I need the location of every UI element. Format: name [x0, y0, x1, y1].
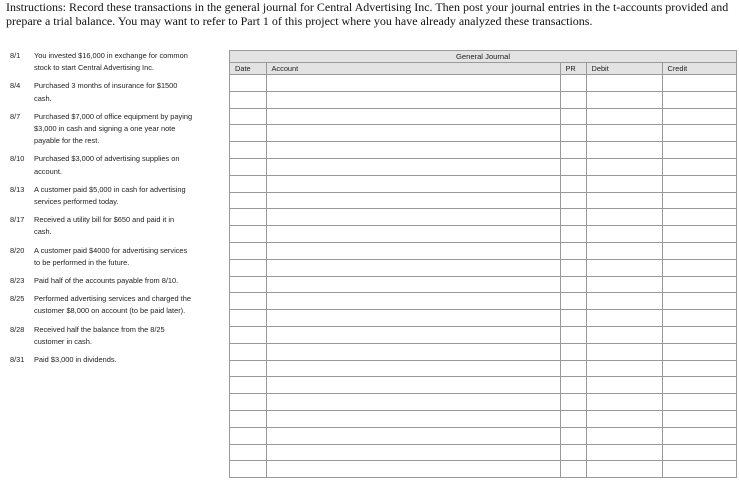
transaction-date: 8/4	[10, 81, 21, 91]
journal-cell-debit[interactable]	[586, 276, 662, 293]
journal-cell-account[interactable]	[266, 259, 560, 276]
transaction-item	[10, 184, 195, 208]
journal-cell-account[interactable]	[266, 276, 560, 293]
journal-row	[230, 326, 736, 343]
journal-cell-account[interactable]	[266, 226, 560, 243]
journal-cell-debit[interactable]	[586, 259, 662, 276]
journal-cell-credit[interactable]	[662, 209, 736, 226]
journal-cell-debit[interactable]	[586, 394, 662, 411]
transaction-item	[10, 293, 195, 317]
journal-cell-account[interactable]	[266, 394, 560, 411]
transaction-description: Paid $3,000 in dividends.	[34, 355, 117, 365]
journal-cell-pr[interactable]	[560, 142, 586, 159]
transaction-description: A customer paid $5,000 in cash for advertising services performed today.	[34, 184, 186, 207]
transaction-item	[10, 50, 195, 74]
journal-cell-debit[interactable]	[586, 293, 662, 310]
journal-cell-date[interactable]	[230, 427, 266, 444]
journal-row	[230, 142, 736, 159]
journal-cell-debit[interactable]	[586, 91, 662, 108]
journal-row	[230, 242, 736, 259]
transaction-item	[10, 153, 195, 177]
transaction-date: 8/25	[10, 294, 25, 304]
journal-row	[230, 226, 736, 243]
journal-cell-debit[interactable]	[586, 377, 662, 394]
journal-cell-debit[interactable]	[586, 461, 662, 477]
journal-cell-date[interactable]	[230, 326, 266, 343]
journal-cell-pr[interactable]	[560, 360, 586, 377]
transaction-date: 8/23	[10, 276, 25, 286]
journal-row	[230, 108, 736, 125]
journal-row	[230, 125, 736, 142]
journal-cell-date[interactable]	[230, 310, 266, 327]
journal-cell-pr[interactable]	[560, 326, 586, 343]
transaction-date: 8/31	[10, 355, 25, 365]
transaction-description: Received half the balance from the 8/25 customer in cash.	[34, 324, 165, 346]
journal-cell-account[interactable]	[266, 108, 560, 125]
journal-row	[230, 310, 736, 327]
journal-cell-date[interactable]	[230, 142, 266, 159]
journal-cell-debit[interactable]	[586, 226, 662, 243]
journal-cell-debit[interactable]	[586, 125, 662, 142]
transaction-description: Received a utility bill for $650 and paid it in cash.	[34, 215, 175, 237]
journal-row	[230, 461, 736, 477]
journal-cell-date[interactable]	[230, 360, 266, 377]
journal-header-row	[230, 63, 736, 75]
general-journal	[229, 50, 737, 478]
journal-cell-pr[interactable]	[560, 91, 586, 108]
journal-cell-pr[interactable]	[560, 394, 586, 411]
transaction-description: You invested $16,000 in exchange for common stock to start Central Advertising Inc.	[34, 51, 188, 73]
journal-cell-credit[interactable]	[662, 242, 736, 259]
journal-cell-debit[interactable]	[586, 326, 662, 343]
transaction-list	[10, 50, 195, 372]
transaction-description: Performed advertising services and charged the customer $8,000 on account (to be paid later).	[34, 294, 191, 316]
journal-cell-credit[interactable]	[662, 343, 736, 360]
journal-cell-debit[interactable]	[586, 444, 662, 461]
journal-row	[230, 75, 736, 92]
transaction-date: 8/17	[10, 215, 25, 225]
journal-cell-pr[interactable]	[560, 461, 586, 477]
journal-table	[230, 63, 736, 477]
journal-cell-account[interactable]	[266, 175, 560, 192]
journal-cell-account[interactable]	[266, 444, 560, 461]
journal-body	[230, 75, 736, 478]
transaction-item	[10, 245, 195, 269]
journal-cell-date[interactable]	[230, 175, 266, 192]
journal-cell-date[interactable]	[230, 192, 266, 209]
journal-row	[230, 394, 736, 411]
transaction-item	[10, 214, 195, 238]
column-header-date: Date	[230, 63, 266, 75]
journal-row	[230, 444, 736, 461]
journal-cell-credit[interactable]	[662, 175, 736, 192]
journal-cell-date[interactable]	[230, 343, 266, 360]
journal-title: General Journal	[230, 51, 736, 63]
journal-cell-account[interactable]	[266, 142, 560, 159]
journal-cell-date[interactable]	[230, 75, 266, 92]
journal-cell-pr[interactable]	[560, 75, 586, 92]
journal-cell-credit[interactable]	[662, 259, 736, 276]
journal-row	[230, 259, 736, 276]
journal-row	[230, 360, 736, 377]
transaction-date: 8/1	[10, 51, 21, 60]
journal-cell-credit[interactable]	[662, 410, 736, 427]
journal-cell-date[interactable]	[230, 276, 266, 293]
journal-cell-date[interactable]	[230, 158, 266, 175]
journal-cell-credit[interactable]	[662, 444, 736, 461]
journal-cell-debit[interactable]	[586, 108, 662, 125]
journal-cell-pr[interactable]	[560, 427, 586, 444]
column-header-account: Account	[266, 63, 560, 75]
journal-cell-date[interactable]	[230, 377, 266, 394]
journal-cell-credit[interactable]	[662, 75, 736, 92]
journal-cell-account[interactable]	[266, 360, 560, 377]
journal-cell-credit[interactable]	[662, 125, 736, 142]
journal-cell-debit[interactable]	[586, 427, 662, 444]
journal-cell-credit[interactable]	[662, 377, 736, 394]
journal-cell-account[interactable]	[266, 427, 560, 444]
journal-cell-date[interactable]	[230, 242, 266, 259]
journal-cell-pr[interactable]	[560, 276, 586, 293]
journal-cell-pr[interactable]	[560, 293, 586, 310]
journal-cell-credit[interactable]	[662, 293, 736, 310]
transaction-item	[10, 324, 195, 348]
journal-cell-account[interactable]	[266, 310, 560, 327]
journal-cell-pr[interactable]	[560, 310, 586, 327]
transaction-description: Paid half of the accounts payable from 8/10.	[34, 276, 179, 286]
journal-cell-debit[interactable]	[586, 142, 662, 159]
transaction-item	[10, 275, 195, 287]
journal-cell-pr[interactable]	[560, 444, 586, 461]
transaction-description: A customer paid $4000 for advertising services to be performed in the future.	[34, 245, 188, 267]
journal-cell-account[interactable]	[266, 125, 560, 142]
journal-cell-account[interactable]	[266, 293, 560, 310]
journal-cell-pr[interactable]	[560, 226, 586, 243]
journal-cell-debit[interactable]	[586, 158, 662, 175]
journal-cell-credit[interactable]	[662, 427, 736, 444]
journal-cell-date[interactable]	[230, 444, 266, 461]
journal-cell-pr[interactable]	[560, 108, 586, 125]
journal-cell-debit[interactable]	[586, 242, 662, 259]
journal-cell-date[interactable]	[230, 461, 266, 477]
journal-cell-debit[interactable]	[586, 343, 662, 360]
journal-cell-debit[interactable]	[586, 209, 662, 226]
transaction-date: 8/7	[10, 111, 21, 121]
journal-cell-credit[interactable]	[662, 158, 736, 175]
journal-cell-date[interactable]	[230, 293, 266, 310]
journal-cell-debit[interactable]	[586, 310, 662, 327]
journal-cell-date[interactable]	[230, 91, 266, 108]
journal-cell-credit[interactable]	[662, 326, 736, 343]
journal-row	[230, 427, 736, 444]
journal-row	[230, 377, 736, 394]
journal-cell-account[interactable]	[266, 209, 560, 226]
journal-cell-date[interactable]	[230, 226, 266, 243]
journal-cell-account[interactable]	[266, 91, 560, 108]
journal-row	[230, 293, 736, 310]
journal-cell-account[interactable]	[266, 158, 560, 175]
journal-cell-account[interactable]	[266, 75, 560, 92]
journal-cell-pr[interactable]	[560, 125, 586, 142]
journal-cell-pr[interactable]	[560, 377, 586, 394]
journal-cell-credit[interactable]	[662, 91, 736, 108]
transaction-date: 8/13	[10, 184, 25, 194]
transaction-date: 8/10	[10, 154, 25, 164]
journal-row	[230, 91, 736, 108]
column-header-credit: Credit	[662, 63, 736, 75]
transaction-date: 8/20	[10, 245, 25, 255]
journal-row	[230, 343, 736, 360]
journal-row	[230, 192, 736, 209]
journal-cell-date[interactable]	[230, 209, 266, 226]
journal-row	[230, 158, 736, 175]
instructions-text: Instructions: Record these transactions in the general journal for Central Advertising Inc. Then post your journal entries in the t-accounts provided and prepare a trial balance. You may want to refer to Part 1 of this project where you have already analyzed these transactions.	[6, 0, 729, 28]
journal-cell-debit[interactable]	[586, 175, 662, 192]
journal-cell-date[interactable]	[230, 259, 266, 276]
journal-cell-account[interactable]	[266, 343, 560, 360]
column-header-pr: PR	[560, 63, 586, 75]
transaction-description: Purchased $7,000 of office equipment by paying $3,000 in cash and signing a one year note payable for the rest.	[34, 111, 193, 146]
transaction-date: 8/28	[10, 324, 25, 334]
journal-cell-pr[interactable]	[560, 259, 586, 276]
journal-cell-credit[interactable]	[662, 108, 736, 125]
journal-cell-credit[interactable]	[662, 226, 736, 243]
journal-cell-pr[interactable]	[560, 158, 586, 175]
journal-cell-credit[interactable]	[662, 394, 736, 411]
journal-row	[230, 209, 736, 226]
journal-cell-credit[interactable]	[662, 192, 736, 209]
journal-cell-date[interactable]	[230, 125, 266, 142]
journal-cell-debit[interactable]	[586, 192, 662, 209]
journal-cell-pr[interactable]	[560, 410, 586, 427]
journal-cell-account[interactable]	[266, 192, 560, 209]
transaction-item	[10, 354, 195, 366]
column-header-debit: Debit	[586, 63, 662, 75]
journal-cell-pr[interactable]	[560, 242, 586, 259]
journal-cell-debit[interactable]	[586, 75, 662, 92]
journal-cell-credit[interactable]	[662, 276, 736, 293]
journal-cell-credit[interactable]	[662, 310, 736, 327]
journal-cell-date[interactable]	[230, 410, 266, 427]
transaction-description: Purchased 3 months of insurance for $1500 cash.	[34, 81, 178, 103]
journal-row	[230, 276, 736, 293]
journal-cell-debit[interactable]	[586, 410, 662, 427]
journal-cell-account[interactable]	[266, 410, 560, 427]
journal-cell-pr[interactable]	[560, 192, 586, 209]
journal-row	[230, 410, 736, 427]
journal-cell-pr[interactable]	[560, 209, 586, 226]
journal-cell-date[interactable]	[230, 394, 266, 411]
journal-row	[230, 175, 736, 192]
journal-cell-pr[interactable]	[560, 343, 586, 360]
journal-cell-account[interactable]	[266, 242, 560, 259]
journal-cell-account[interactable]	[266, 461, 560, 477]
journal-cell-credit[interactable]	[662, 142, 736, 159]
transaction-description: Purchased $3,000 of advertising supplies on account.	[34, 154, 180, 176]
journal-cell-date[interactable]	[230, 108, 266, 125]
transaction-item	[10, 80, 195, 104]
journal-cell-account[interactable]	[266, 377, 560, 394]
journal-cell-credit[interactable]	[662, 360, 736, 377]
journal-cell-debit[interactable]	[586, 360, 662, 377]
transaction-item	[10, 111, 195, 148]
journal-cell-account[interactable]	[266, 326, 560, 343]
journal-cell-pr[interactable]	[560, 175, 586, 192]
journal-cell-credit[interactable]	[662, 461, 736, 477]
